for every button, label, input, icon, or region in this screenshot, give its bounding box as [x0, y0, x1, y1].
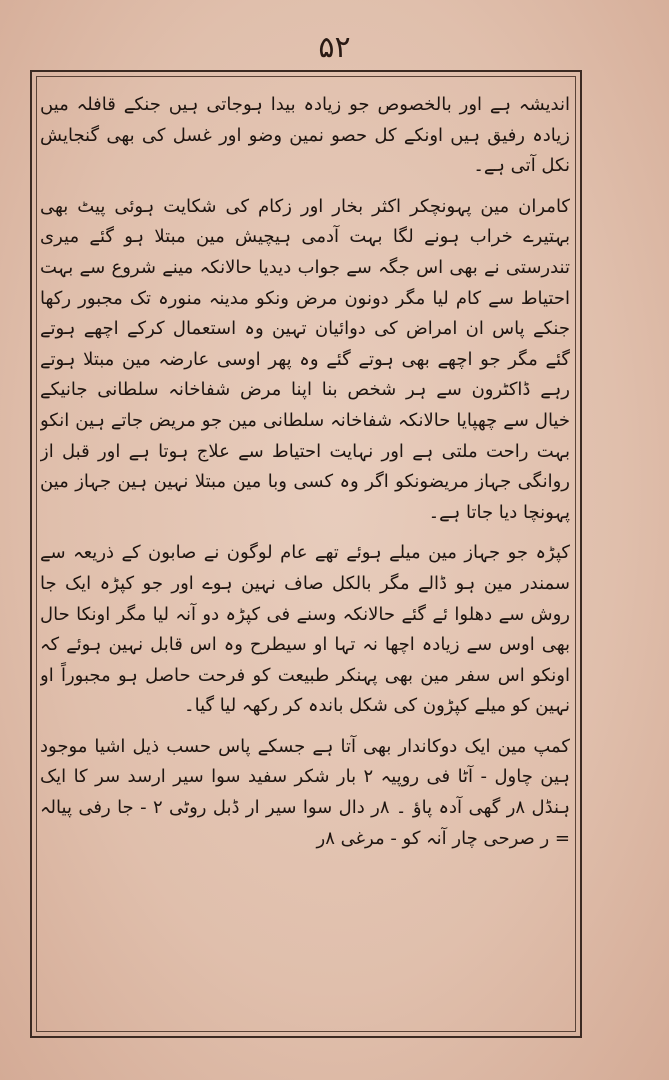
- paragraph-3: کپڑہ جو جہاز مین میلے ہوئے تھے عام لوگون نے صابون کے ذریعہ سے سمندر مین ہو ڈالے مگر بالکل صاف نہین ہوے اور جو کپڑہ ایک جا روش سے دھلوا ئے گئے حالانکہ وسنے فی کپڑہ دو آنہ لیا مگر اونکا حال بھی اوس سے زیادہ اچھا نہ تہا او سیطرح وہ اس قابل نہین ہوئے کہ اونکو اس سفر مین بھی پہنکر طبیعت کو فرحت حاصل ہو مجبوراً او نہین کو میلے کپڑون کی شکل باندہ کر رکھہ لیا گیا۔: [40, 542, 570, 717]
- page-number: ۵۲: [318, 30, 351, 65]
- paragraph-1: اندیشہ ہے اور بالخصوص جو زیادہ بیدا ہوجاتی ہیں جنکے قافلہ میں زیادہ رفیق ہیں اونکے کل حصو نمین وضو اور غسل کی بھی گنجایش نکل آتی ہے۔: [40, 94, 570, 177]
- paragraph-2: کامران مین پہونچکر اکثر بخار اور زکام کی شکایت ہوئی پیٹ بھی بہتیرے خراب ہونے لگا بہت آدمی ہیچیش مین مبتلا ہو گئے میری تندرستی نے بھی اس جگہ سے جواب دیدیا حالانکہ مینے شروع سے بہت احتیاط سے کام لیا مگر دونون مرض ونکو مدینہ منورہ تک مجبور رکھا جنکے پاس ان امراض کی دوائیان تہین وہ استعمال کرکے اچھے ہوتے گئے مگر جو اچھے بھی ہوتے گئے وہ پھر اوسی عارضہ مین مبتلا ہوتے رہے ڈاکٹرون سے ہر شخص بنا اپنا مرض شفاخانہ سلطانی جانیکے خیال سے چھپایا حالانکہ شفاخانہ سلطانی مین جو مریض جاتے ہین انکو بہت راحت ملتی ہے اور نہایت احتیاط سے علاج ہوتا ہے اور قبل از روانگی جہاز مریضونکو اگر وہ کسی وبا مین مبتلا نہین ہین جہاز مین پہونچا دیا جاتا ہے۔: [40, 195, 570, 523]
- urdu-text-block: [40, 90, 570, 1015]
- paragraph-4: کمپ مین ایک دوکاندار بھی آتا ہے جسکے پاس حسب ذیل اشیا موجود ہین چاول - آٹا فی روپیہ ۲ بار شکر سفید سوا سیر ارسد سر کا ایک ہنڈل ۸ر گھی آدہ پاؤ ۔ ۸ر دال سوا سیر ار ڈبل روٹی ۲ - جا رفی پیالہ = ر صرحی چار آنہ کو - مرغی ۸ر: [40, 735, 570, 849]
